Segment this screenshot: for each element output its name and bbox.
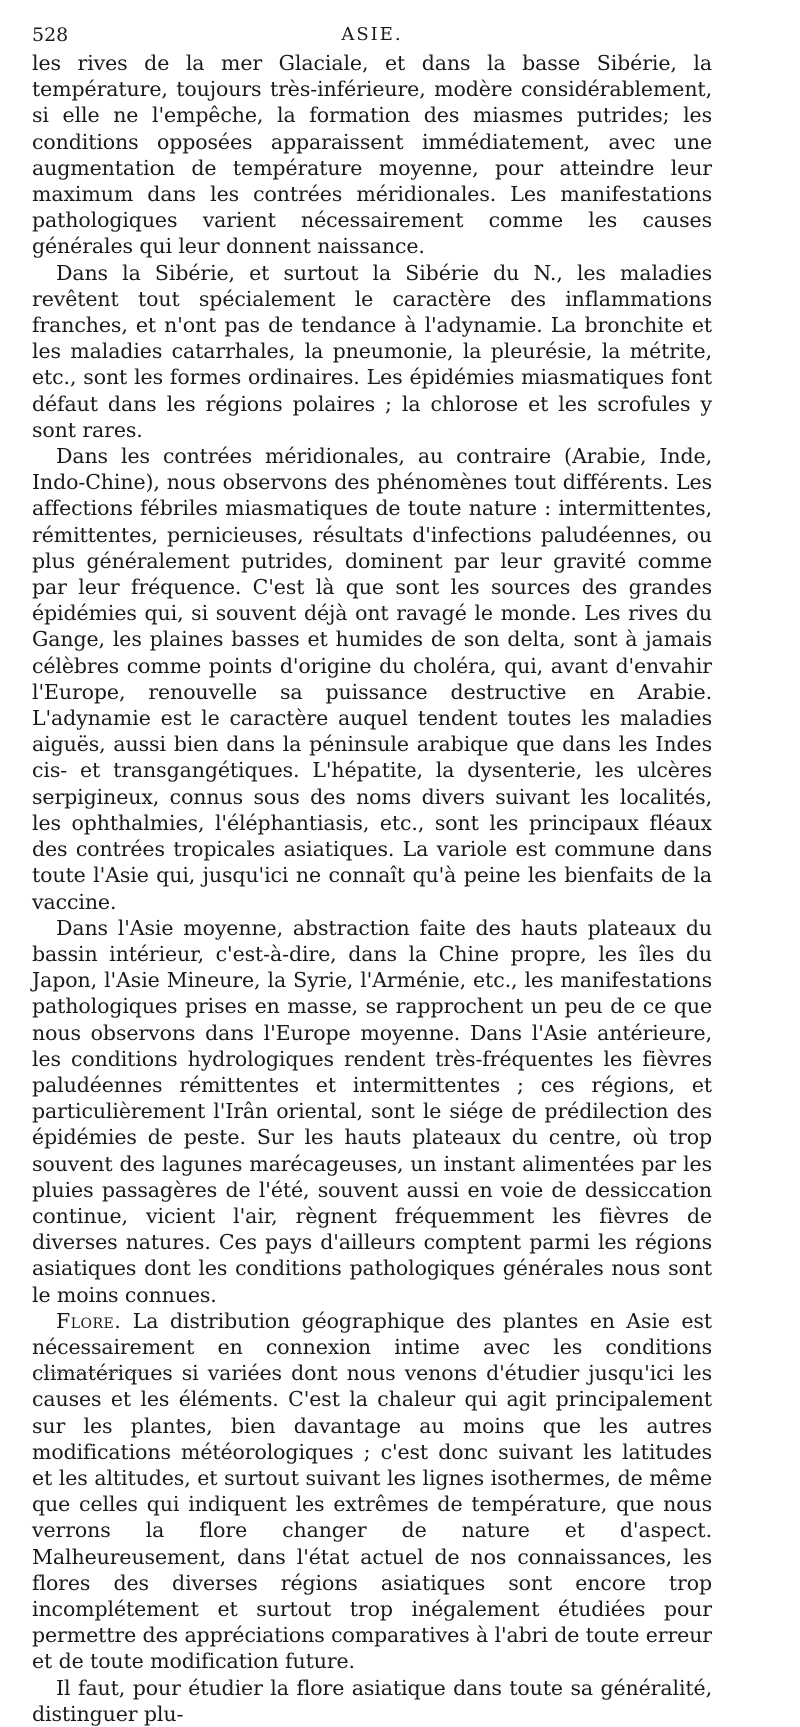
- page-number: 528: [32, 24, 69, 46]
- paragraph-middle-asia: Dans l'Asie moyenne, abstraction faite des hauts plateaux du bassin intérieur, c'est-à-dire, dans la Chine propre, les îles du Japon, l'Asie Mineure, la Syrie, l'Arménie, etc., les manifestations pathologiques prises en masse, se rapprochent un peu de ce que nous observons dans l'Europe moyenne. Dans l'Asie antérieure, les conditions hydrologiques rendent très-fréquentes les fièvres paludéennes rémittentes et intermittentes ; ces régions, et particulièrement l'Irân oriental, sont le siége de prédilection des épidémies de peste. Sur les hauts plateaux du centre, où trop souvent des lagunes marécageuses, un instant alimentées par les pluies passagères de l'été, souvent aussi en voie de dessiccation continue, vicient l'air, règnent fréquemment les fièvres de diverses natures. Ces pays d'ailleurs comptent parmi les régions asiatiques dont les conditions pathologiques générales nous sont le moins connues.: [32, 915, 712, 1307]
- paragraph-flore: [32, 1308, 712, 1675]
- page-header: [32, 24, 712, 50]
- paragraph-final: Il faut, pour étudier la flore asiatique dans toute sa généralité, distinguer plu-: [32, 1675, 712, 1726]
- paragraph-siberia: Dans la Sibérie, et surtout la Sibérie du N., les maladies revêtent tout spécialement le caractère des inflammations franches, et n'ont pas de tendance à l'adynamie. La bronchite et les maladies catarrhales, la pneumonie, la pleurésie, la métrite, etc., sont les formes ordinaires. Les épidémies miasmatiques font défaut dans les régions polaires ; la chlorose et les scrofules y sont rares.: [32, 260, 712, 442]
- paragraph-southern-regions: Dans les contrées méridionales, au contraire (Arabie, Inde, Indo-Chine), nous observons des phénomènes tout différents. Les affections fébriles miasmatiques de toute nature : intermittentes, rémittentes, pernicieuses, résultats d'infections paludéennes, ou plus généralement putrides, dominent par leur gravité comme par leur fréquence. C'est là que sont les sources des grandes épidémies qui, si souvent déjà ont ravagé le monde. Les rives du Gange, les plaines basses et humides de son delta, sont à jamais célèbres comme points d'origine du choléra, qui, avant d'envahir l'Europe, renouvelle sa puissance destructive en Arabie. L'adynamie est le caractère auquel tendent toutes les maladies aiguës, aussi bien dans la péninsule arabique que dans les Indes cis- et transgangétiques. L'hépatite, la dysenterie, les ulcères serpigineux, connus sous des noms divers suivant les localités, les ophthalmies, l'éléphantiasis, etc., sont les principaux fléaux des contrées tropicales asiatiques. La variole est commune dans toute l'Asie qui, jusqu'ici ne connaît qu'à peine les bienfaits de la vaccine.: [32, 444, 712, 914]
- footnote-rule: [40, 1372, 148, 1373]
- paragraph-continued: les rives de la mer Glaciale, et dans la basse Sibérie, la température, toujours très-inférieure, modère considérablement, si elle ne l'empêche, la formation des miasmes putrides; les conditions opposées apparaissent immédiatement, avec une augmentation de température moyenne, pour atteindre leur maximum dans les contrées méridionales. Les manifestations pathologiques varient nécessairement comme les causes générales qui leur donnent naissance.: [32, 51, 712, 259]
- section-lead-flore: Flore.: [56, 1308, 122, 1333]
- paragraph-flore-text: La distribution géographique des plantes en Asie est nécessairement en connexion intime avec les conditions climatériques si variées dont nous venons d'étudier jusqu'ici les causes et les éléments. C'est la chaleur qui agit principalement sur les plantes, bien davantage au moins que les autres modifications météorologiques ; c'est donc suivant les latitudes et les altitudes, et surtout suivant les lignes isothermes, de même que celles qui indiquent les extrêmes de température, que nous verrons la flore changer de nature et d'aspect. Malheureusement, dans l'état actuel de nos connaissances, les flores des diverses régions asiatiques sont encore trop incomplétement et surtout trop inégalement étudiées pour permettre des appréciations comparatives à l'abri de toute erreur et de toute modification future.: [32, 1308, 713, 1674]
- running-head: ASIE.: [341, 24, 403, 45]
- book-page: [32, 24, 712, 1727]
